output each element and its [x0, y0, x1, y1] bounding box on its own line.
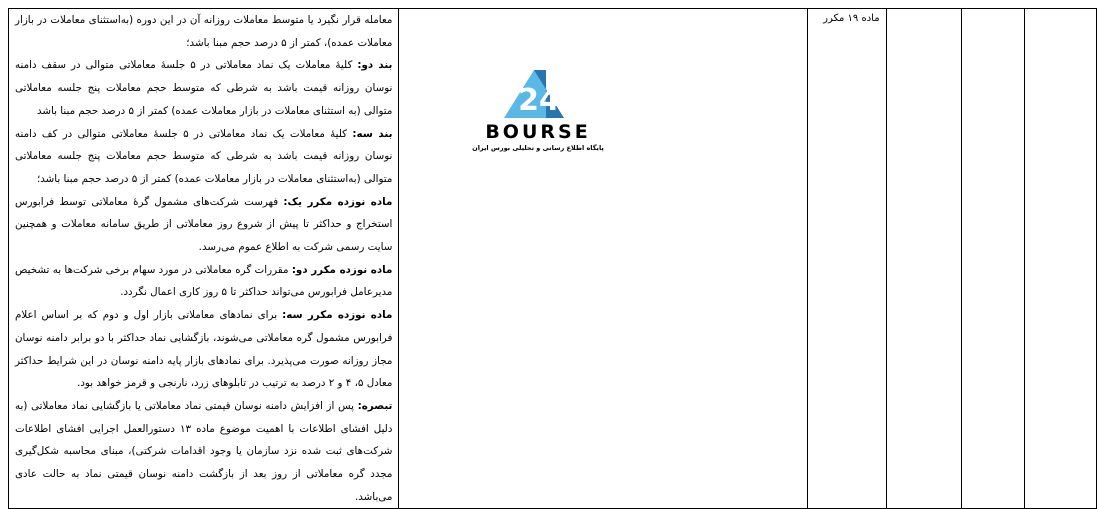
paragraph-5 [15, 259, 392, 304]
text-cell [9, 9, 399, 509]
paragraph-7 [15, 395, 392, 509]
empty-cell-2 [962, 9, 1025, 509]
paragraph-6 [15, 304, 392, 395]
bourse24-logo-mark-icon [468, 66, 608, 126]
article-label: ماده ۱۹ مکرر [823, 13, 880, 24]
paragraph-3-heading: بند سه: [352, 127, 393, 140]
paragraph-intro: معامله قرار نگیرد یا متوسط معاملات روزانه آن در این دوره (به‌استثنای معاملات در بازار معاملات عمده)، کمتر از ۵ درصد حجم مبنا باشد؛ [15, 14, 393, 49]
paragraph-2 [15, 54, 392, 122]
paragraph-3-text: کلیهٔ معاملات یک نماد معاملاتی در ۵ جلسهٔ معاملاتی متوالی در کف دامنه نوسان روزانه قیمت باشد به شرطی که متوسط حجم معاملات پنج جلسه معاملاتی متوالی (به‌استثنای معاملات در بازار معاملات عمده) کمتر از ۵ درصد حجم مبنا باشد؛ [15, 127, 393, 185]
empty-cell-3 [886, 9, 962, 509]
paragraph-3 [15, 123, 392, 191]
bourse24-logo [468, 66, 608, 156]
logo-subtitle: پایگاه اطلاع رسانی و تحلیلی بورس ایران [472, 144, 604, 152]
paragraph-4-text: فهرست شرکت‌های مشمول گرهٔ معاملاتی توسط فرابورس استخراج و حداکثر تا پیش از شروع روز معاملاتی از طریق سامانه معاملات و همچنین سایت رسمی شرکت به اطلاع عموم می‌رسد. [15, 195, 393, 254]
paragraph-7-text: پس از افزایش دامنه نوسان قیمتی نماد معاملاتی یا بازگشایی نماد معاملاتی (به دلیل افشای اطلاعات با اهمیت موضوع ماده ۱۳ دستورالعمل اجرایی افشای اطلاعات شرکت‌های ثبت شده نزد سازمان یا وجود اقدامات شرکتی)، مبنای محاسبه شکل‌گیری مجدد گره معاملاتی از روز بعد از بازگشت دامنه نوسان قیمتی نماد به حالت عادی می‌باشد. [15, 399, 393, 503]
paragraph-6-text: برای نمادهای معاملاتی بازار اول و دوم که بر اساس اعلام فرابورس مشمول گره معاملاتی می‌شوند، بازگشایی نماد حداکثر با دو برابر دامنه نوسان مجاز روزانه صورت می‌پذیرد. برای نمادهای بازار پایه دامنه نوسان در این شرایط حداکثر معادل ۵، ۴ و ۲ درصد به ترتیب در تابلوهای زرد، نارنجی و قرمز خواهد بود. [15, 309, 393, 390]
paragraph-4-heading: ماده نوزده مکرر یک: [283, 195, 393, 208]
paragraph-7-heading: تبصره: [357, 399, 393, 412]
article-cell [807, 9, 886, 509]
paragraph-5-heading: ماده نوزده مکرر دو: [291, 263, 393, 276]
logo-wordmark: BOURSE [485, 121, 591, 143]
paragraph-4 [15, 191, 392, 259]
paragraph-2-text: کلیهٔ معاملات یک نماد معاملاتی در ۵ جلسهٔ معاملاتی متوالی در سقف دامنه نوسان روزانه قیمت باشد به شرطی که متوسط حجم معاملات پنج جلسه معاملاتی متوالی (به استثنای معاملات در بازار معاملات عمده) کمتر از ۵ درصد حجم مبنا باشد [15, 59, 393, 117]
paragraph-2-heading: بند دو: [357, 59, 393, 72]
regulation-text [9, 9, 398, 508]
paragraph-6-heading: ماده نوزده مکرر سه: [282, 309, 393, 322]
paragraph-5-text: مقررات گره معاملاتی در مورد سهام برخی شرکت‌ها به تشخیص مدیرعامل فرابورس می‌تواند حداکثر تا ۵ روز کاری اعمال نگردد. [15, 263, 393, 299]
svg-text:24: 24 [518, 83, 560, 118]
empty-cell-right [1025, 9, 1097, 509]
